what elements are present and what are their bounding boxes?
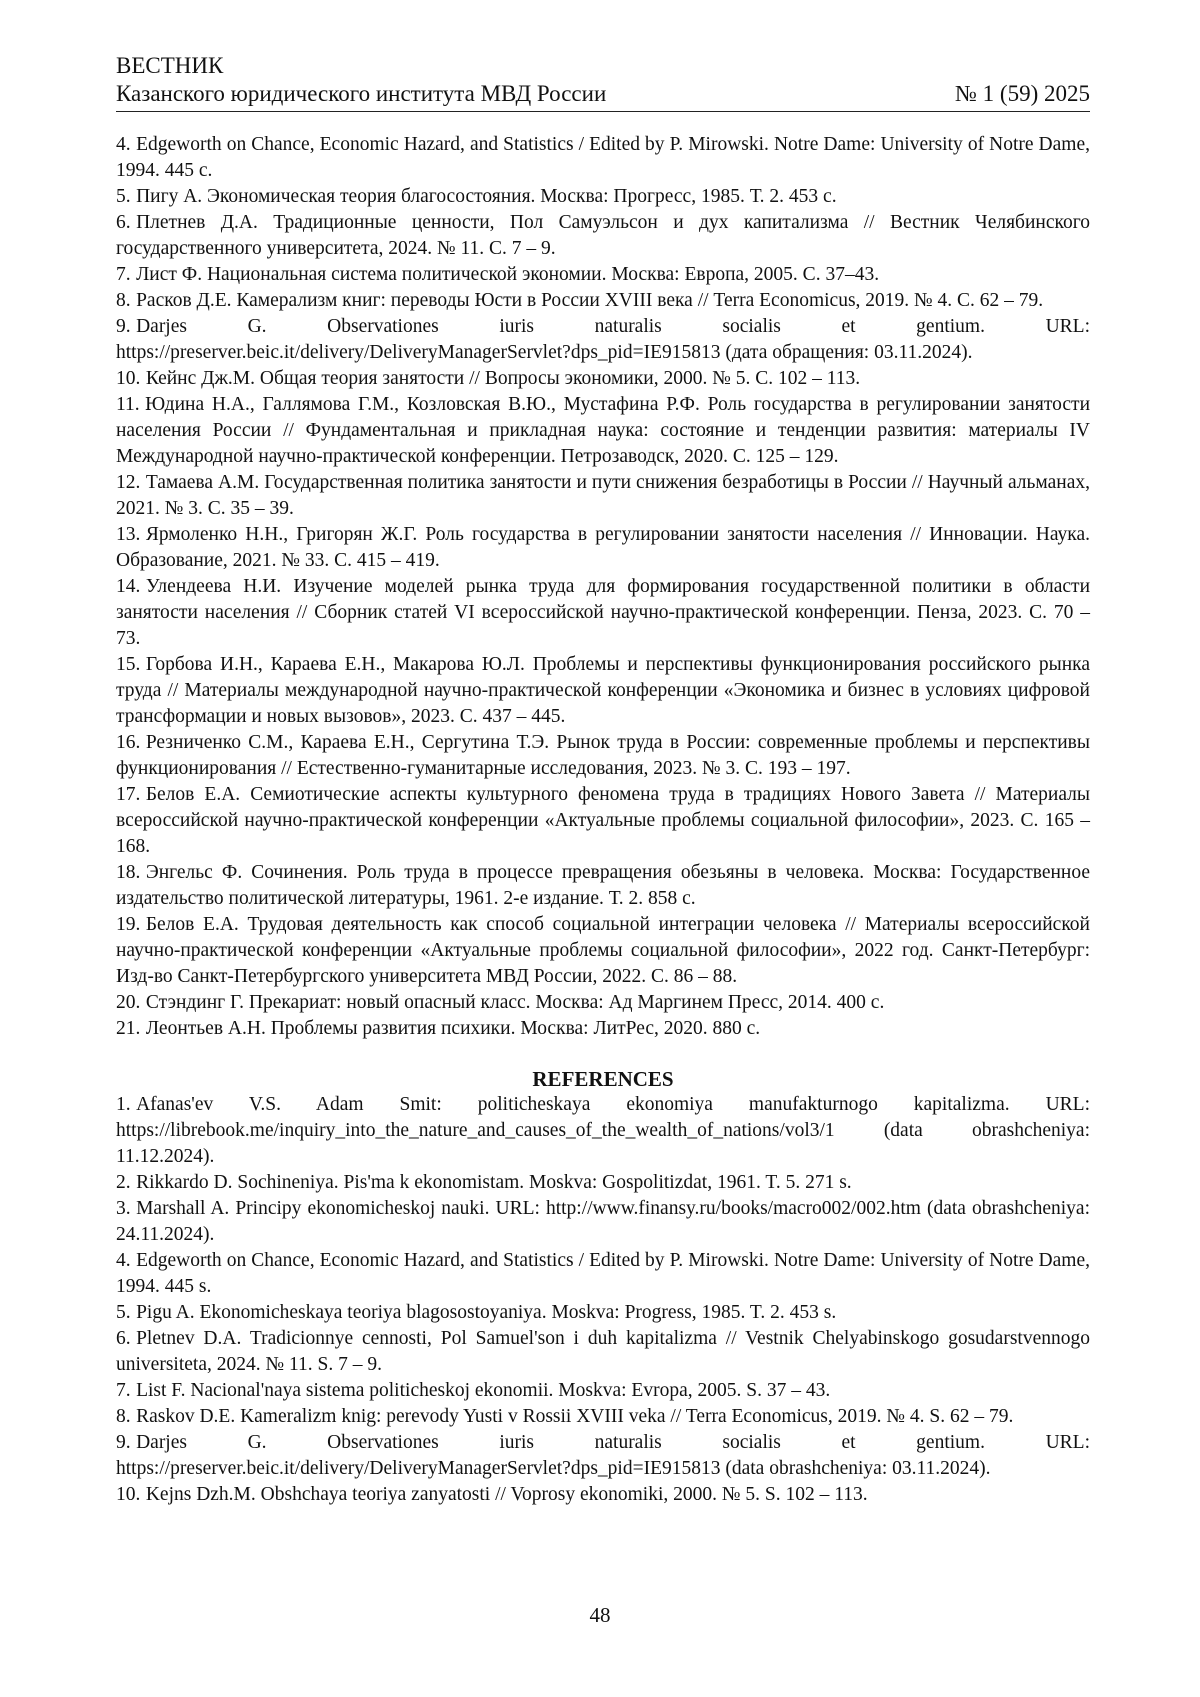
reference-number: 13. [116,524,140,545]
reference-number: 21. [116,1018,140,1039]
reference-item [116,210,1090,262]
reference-item [116,730,1090,782]
institute-name: Казанского юридического института МВД России [116,80,606,108]
issue-number: № 1 (59) 2025 [955,80,1090,108]
reference-item [116,132,1090,184]
reference-text: Улендеева Н.И. Изучение моделей рынка труда для формирования государственной политики в области занятости населения // Сборник статей VI всероссийской научно-практической конференции. Пенза, 2023. С. 70 – 73. [116,576,1090,649]
reference-number: 10. [116,1484,140,1505]
reference-item [116,912,1090,990]
reference-item [116,392,1090,470]
reference-item [116,1482,1090,1508]
header-divider [116,111,1090,112]
reference-item [116,860,1090,912]
reference-text: Afanas'ev V.S. Adam Smit: politicheskaya ekonomiya manufakturnogo kapitalizma. URL: https://librebook.me/inquiry_into_the_nature_and_causes_of_the_wealth_of_nations/vol3/1 (data obrashcheniya: 11.12.2024). [116,1094,1090,1167]
reference-number: 17. [116,784,140,805]
reference-list-russian [116,132,1090,1042]
reference-number: 11. [116,394,140,415]
reference-number: 3. [116,1198,131,1219]
running-header [116,52,1090,112]
reference-number: 4. [116,1250,131,1271]
reference-number: 19. [116,914,140,935]
reference-item [116,1404,1090,1430]
reference-text: Горбова И.Н., Караева Е.Н., Макарова Ю.Л. Проблемы и перспективы функционирования российского рынка труда // Материалы международной научно-практической конференции «Экономика и бизнес в условиях цифровой трансформации и новых вызовов», 2023. С. 437 – 445. [116,654,1090,727]
reference-number: 6. [116,1328,131,1349]
reference-text: Резниченко С.М., Караева Е.Н., Сергутина Т.Э. Рынок труда в России: современные проблемы и перспективы функционирования // Естественно-гуманитарные исследования, 2023. № 3. С. 193 – 197. [116,732,1090,779]
reference-text: Edgeworth on Chance, Economic Hazard, and Statistics / Edited by P. Mirowski. Notre Dame: University of Notre Dame, 1994. 445 s. [116,1250,1090,1297]
reference-number: 9. [116,316,131,337]
reference-text: Pigu A. Ekonomicheskaya teoriya blagosostoyaniya. Moskva: Progress, 1985. T. 2. 453 s. [136,1302,836,1323]
reference-item [116,1248,1090,1300]
reference-item [116,314,1090,366]
reference-number: 5. [116,1302,131,1323]
reference-text: Расков Д.Е. Камерализм книг: переводы Юсти в России XVIII века // Terra Economicus, 2019. № 4. С. 62 – 79. [136,290,1043,311]
reference-item [116,470,1090,522]
reference-item [116,262,1090,288]
references-heading: REFERENCES [116,1066,1090,1092]
reference-text: Лист Ф. Национальная система политической экономии. Москва: Европа, 2005. С. 37–43. [136,264,879,285]
reference-text: Белов Е.А. Семиотические аспекты культурного феномена труда в традициях Нового Завета // Материалы всероссийской научно-практической конференции «Актуальные проблемы социальной философии», 2023. С. 165 – 168. [116,784,1090,857]
reference-number: 4. [116,134,131,155]
reference-text: Энгельс Ф. Сочинения. Роль труда в процессе превращения обезьяны в человека. Москва: Государственное издательство политической литературы, 1961. 2-е издание. Т. 2. 858 с. [116,862,1090,909]
header-row [116,80,1090,108]
reference-number: 1. [116,1094,131,1115]
reference-item [116,574,1090,652]
reference-item [116,522,1090,574]
reference-item [116,1300,1090,1326]
reference-item [116,1196,1090,1248]
reference-number: 7. [116,1380,131,1401]
page-number: 48 [0,1602,1200,1628]
reference-number: 7. [116,264,131,285]
reference-text: Edgeworth on Chance, Economic Hazard, and Statistics / Edited by P. Mirowski. Notre Dame: University of Notre Dame, 1994. 445 с. [116,134,1090,181]
reference-item [116,1092,1090,1170]
reference-number: 20. [116,992,140,1013]
reference-number: 14. [116,576,140,597]
reference-text: Пигу А. Экономическая теория благосостояния. Москва: Прогресс, 1985. Т. 2. 453 с. [136,186,837,207]
reference-text: Тамаева А.М. Государственная политика занятости и пути снижения безработицы в России // Научный альманах, 2021. № 3. С. 35 – 39. [116,472,1090,519]
reference-text: Кейнс Дж.М. Общая теория занятости // Вопросы экономики, 2000. № 5. С. 102 – 113. [146,368,860,389]
reference-item [116,366,1090,392]
reference-text: Белов Е.А. Трудовая деятельность как способ социальной интеграции человека // Материалы всероссийской научно-практической конференции «Актуальные проблемы социальной философии», 2022 год. Санкт-Петербург: Изд-во Санкт-Петербургского университета МВД России, 2022. С. 86 – 88. [116,914,1090,987]
reference-text: Стэндинг Г. Прекариат: новый опасный класс. Москва: Ад Маргинем Пресс, 2014. 400 с. [146,992,885,1013]
reference-number: 8. [116,1406,131,1427]
reference-number: 6. [116,212,131,233]
reference-number: 16. [116,732,140,753]
journal-title: ВЕСТНИК [116,52,1090,80]
reference-text: Rikkardo D. Sochineniya. Pis'ma k ekonomistam. Moskva: Gospolitizdat, 1961. T. 5. 271 s. [136,1172,852,1193]
reference-number: 5. [116,186,131,207]
reference-number: 18. [116,862,140,883]
reference-text: Юдина Н.А., Галлямова Г.М., Козловская В.Ю., Мустафина Р.Ф. Роль государства в регулировании занятости населения России // Фундаментальная и прикладная наука: состояние и тенденции развития: материалы IV Международной научно-практической конференции. Петрозаводск, 2020. С. 125 – 129. [116,394,1090,467]
reference-number: 12. [116,472,140,493]
reference-number: 10. [116,368,140,389]
reference-number: 8. [116,290,131,311]
reference-item [116,652,1090,730]
reference-text: Pletnev D.A. Tradicionnye cennosti, Pol Samuel'son i duh kapitalizma // Vestnik Chelyabinskogo gosudarstvennogo universiteta, 2024. № 11. S. 7 – 9. [116,1328,1090,1375]
reference-item [116,1170,1090,1196]
reference-item [116,782,1090,860]
reference-text: Darjes G. Observationes iuris naturalis socialis et gentium. URL: https://preserver.beic.it/delivery/DeliveryManagerServlet?dps_pid=IE915813 (дата обращения: 03.11.2024). [116,316,1090,363]
reference-text: Darjes G. Observationes iuris naturalis socialis et gentium. URL: https://preserver.beic.it/delivery/DeliveryManagerServlet?dps_pid=IE915813 (data obrashcheniya: 03.11.2024). [116,1432,1090,1479]
reference-text: Marshall A. Principy ekonomicheskoj nauki. URL: http://www.finansy.ru/books/macro002/002.htm (data obrashcheniya: 24.11.2024). [116,1198,1090,1245]
reference-item [116,288,1090,314]
reference-list-transliterated [116,1092,1090,1508]
reference-item [116,1430,1090,1482]
reference-text: Ярмоленко Н.Н., Григорян Ж.Г. Роль государства в регулировании занятости населения // Инновации. Наука. Образование, 2021. № 33. С. 415 – 419. [116,524,1090,571]
reference-item [116,1326,1090,1378]
journal-page [116,0,1090,1508]
reference-item [116,184,1090,210]
reference-text: Raskov D.E. Kameralizm knig: perevody Yusti v Rossii XVIII veka // Terra Economicus, 2019. № 4. S. 62 – 79. [136,1406,1013,1427]
reference-text: Плетнев Д.А. Традиционные ценности, Пол Самуэльсон и дух капитализма // Вестник Челябинского государственного университета, 2024. № 11. С. 7 – 9. [116,212,1090,259]
reference-number: 15. [116,654,140,675]
reference-text: List F. Nacional'naya sistema politicheskoj ekonomii. Moskva: Evropa, 2005. S. 37 – 43. [136,1380,830,1401]
reference-item [116,1016,1090,1042]
reference-item [116,990,1090,1016]
reference-text: Леонтьев А.Н. Проблемы развития психики. Москва: ЛитРес, 2020. 880 с. [146,1018,760,1039]
reference-number: 9. [116,1432,131,1453]
reference-number: 2. [116,1172,131,1193]
reference-text: Kejns Dzh.M. Obshchaya teoriya zanyatosti // Voprosy ekonomiki, 2000. № 5. S. 102 – 113. [146,1484,868,1505]
reference-item [116,1378,1090,1404]
